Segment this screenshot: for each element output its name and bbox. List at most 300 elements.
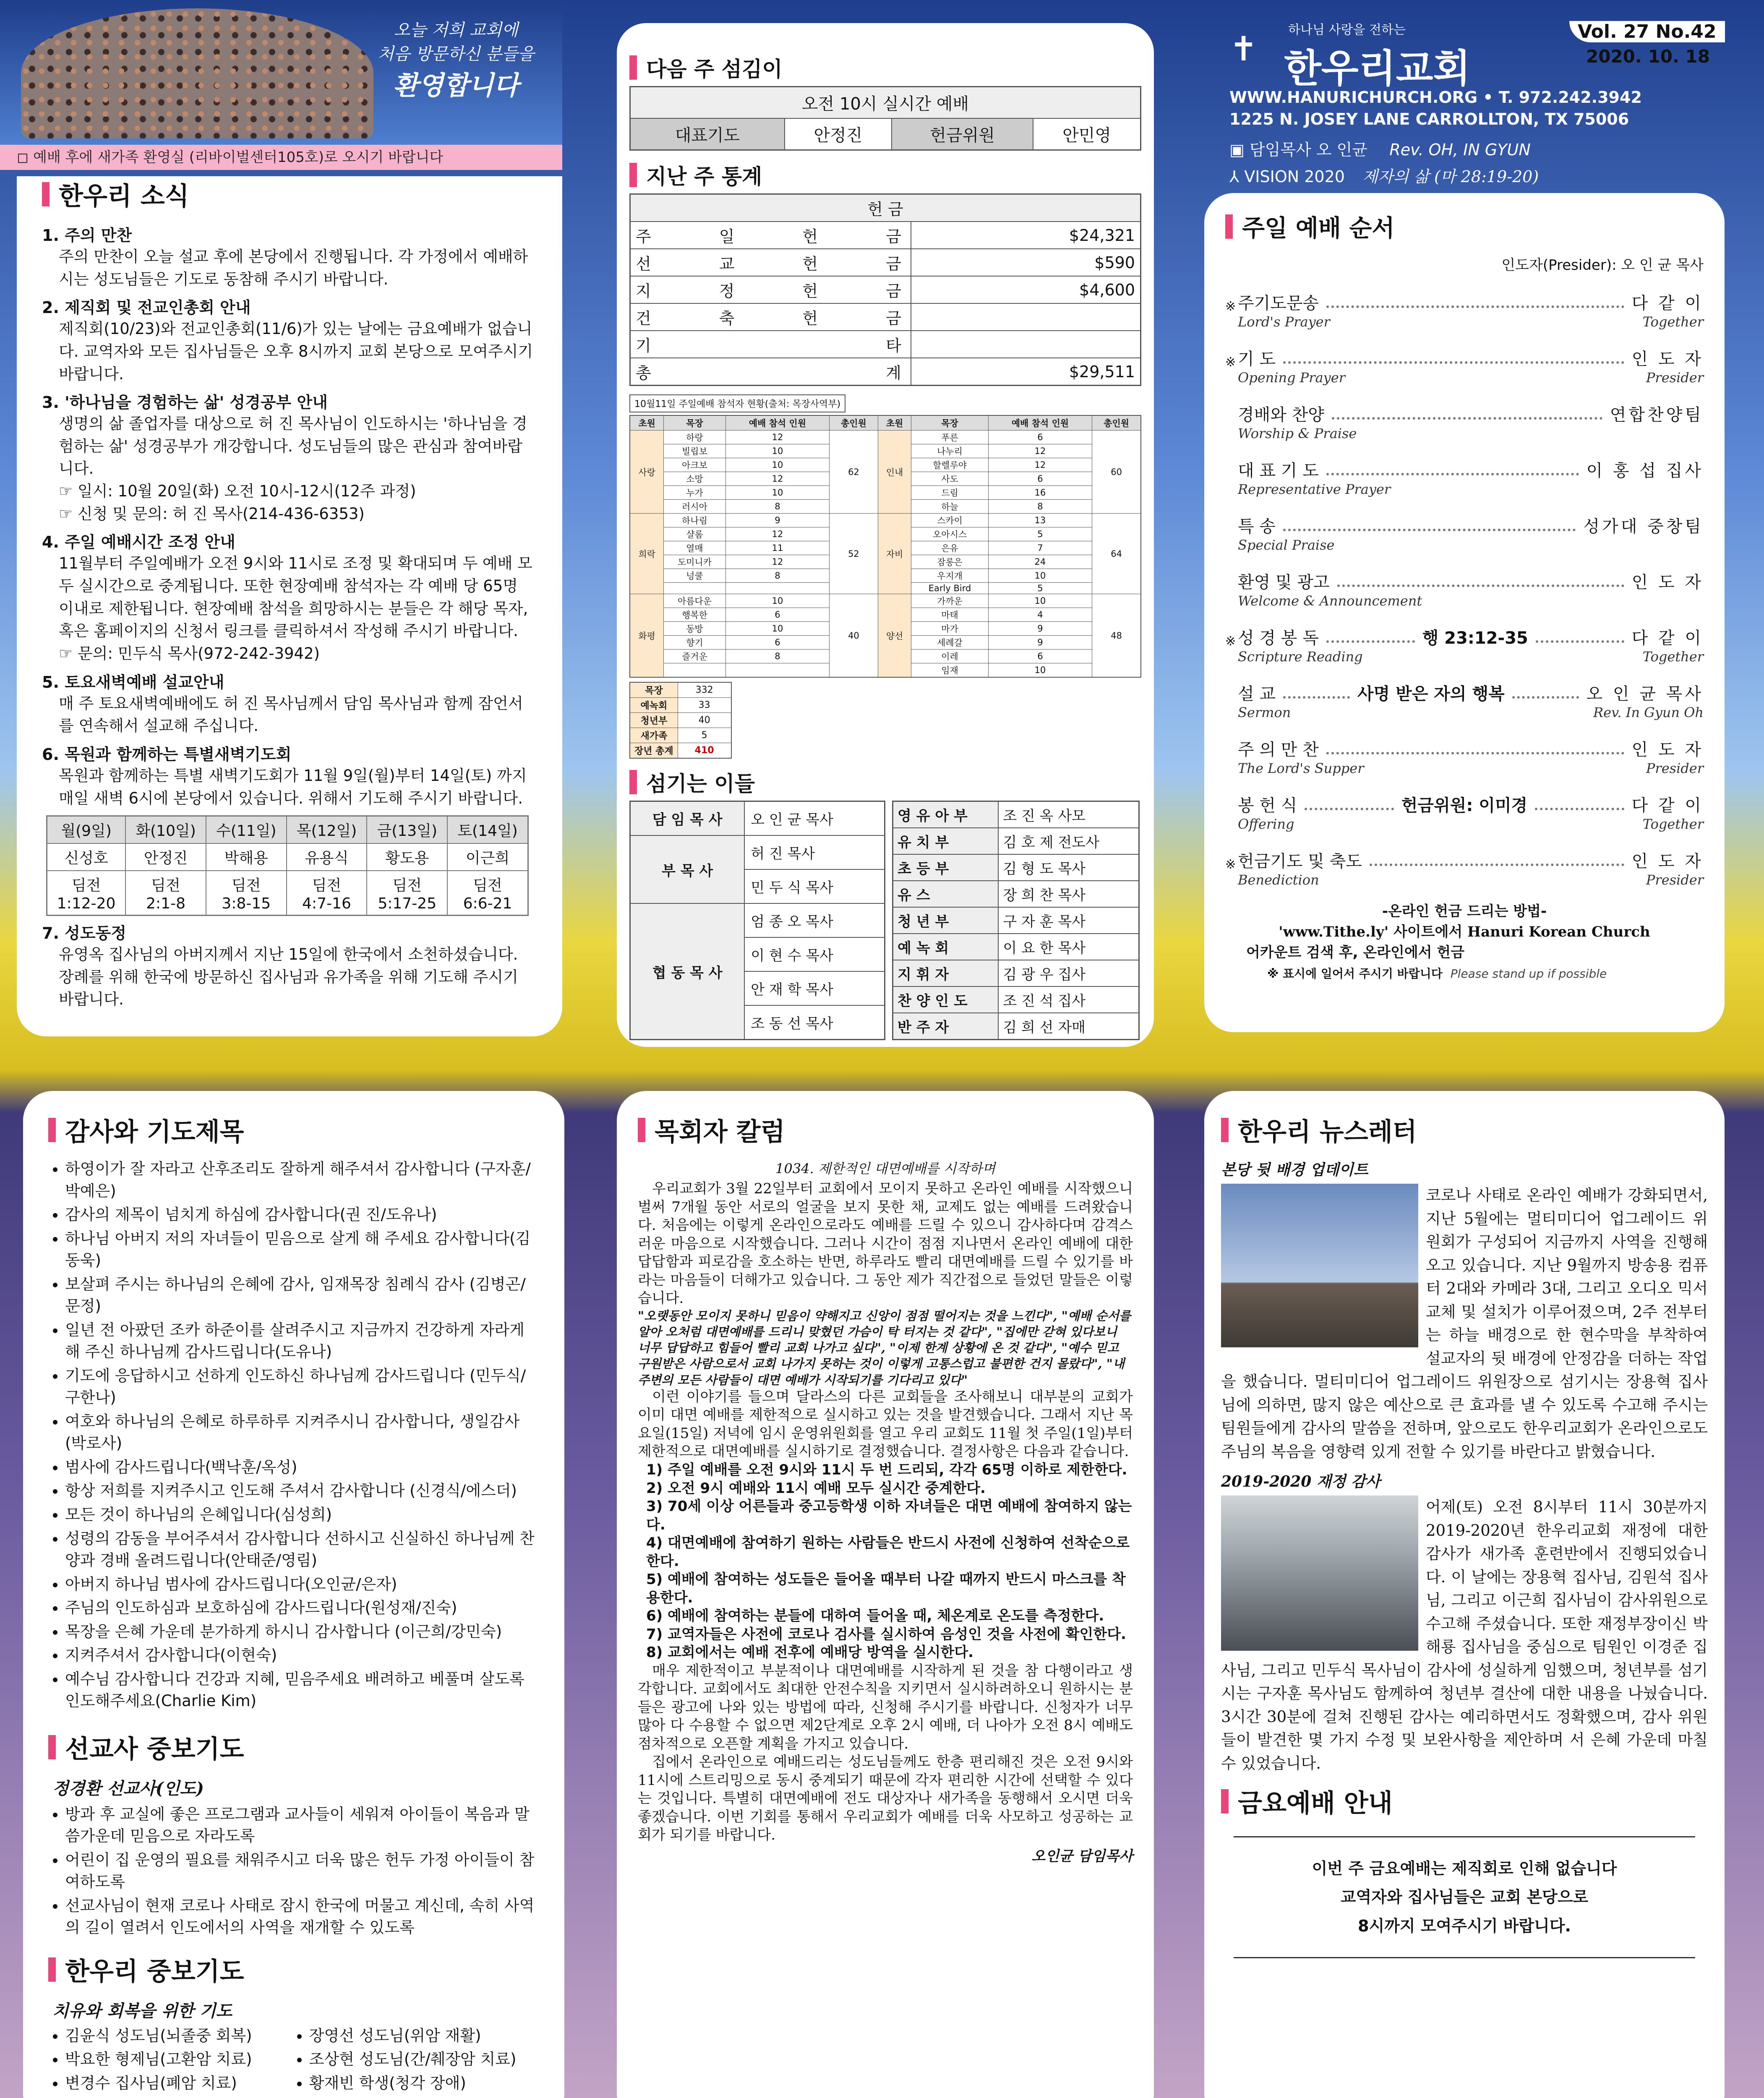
- worship-order-card: [1204, 193, 1725, 1032]
- column-title: 목회자 칼럼: [638, 1112, 1133, 1148]
- servant-name: 이 현 수 목사: [744, 937, 885, 971]
- mokjang-count: 12: [725, 555, 830, 569]
- mokjang-name: 하랑: [664, 431, 725, 444]
- mokjang-name: 즐거운: [664, 650, 725, 663]
- servant-row: [893, 934, 1139, 960]
- list-item: • 아버지 하나님 범사에 감사드립니다(오인균/은자): [65, 1574, 539, 1596]
- vision-icon: ⅄: [1229, 167, 1245, 186]
- welcome-line-2: 처음 방문하신 분들을: [378, 44, 535, 64]
- news-item-body: 생명의 삶 졸업자를 대상으로 허 진 목사님이 인도하시는 '하나님을 경험하는 삶' 성경공부가 개강합니다. 성도님들의 많은 관심과 참여바랍니다.: [59, 415, 527, 478]
- news-item-contact: ☞ 문의: 민두식 목사(972-242-3942): [59, 644, 320, 663]
- list-item: [309, 2096, 539, 2098]
- stand-note-en: Please stand up if possible: [1450, 967, 1607, 981]
- offering-value: $4,600: [911, 276, 1141, 303]
- servants-left-table: [629, 801, 885, 1040]
- prayer-verse: 1:12-20: [57, 895, 116, 913]
- summary-label: 목장: [630, 682, 678, 698]
- order-item-leader: 다 같 이: [1631, 629, 1704, 648]
- list-item: • 범사에 감사드립니다(백낙훈/옥성): [65, 1456, 539, 1479]
- newsletter-text-1: 코로나 사태로 온라인 예배가 강화되면서, 지난 5월에는 멀티미디어 업그레이드 위원회가 구성되어 지금까지 사역을 진행해 오고 있습니다. 지난 9월까지 방송용 컴퓨터 2대와 카메라 3대, 그리고 오디오 믹서 교체 및 설치가 이루어졌으며, 2주 전부터는 하늘 배경으로 한 현수막을 부착하여 설교자의 뒷 배경에 안정감을 더하는 작업을 했습니다. 멀티미디어 업그레이드 위원장으로 섬기시는 장용혁 집사님에 의하면, 많지 않은 예산으로 큰 효과를 낼 수 있도록 수고해 주시는 팀원들에게 감사의 말씀을 전하며, 앞으로도 한우리교회가 온라인으로도 주님의 복음을 영향력 있게 전할 수 있기를 바란다고 밝혔습니다.: [1221, 1186, 1708, 1461]
- order-item-ko: 설 교: [1238, 684, 1276, 704]
- mokjang-name: 오아시스: [911, 527, 988, 541]
- group-total: 60: [1092, 431, 1141, 514]
- servant-name: 장 희 찬 목사: [998, 881, 1139, 907]
- prayer-book: 딤전: [312, 877, 342, 895]
- church-name: 한우리교회: [1284, 46, 1471, 91]
- friday-box: [1234, 1836, 1695, 1958]
- prayer-cell: 수(11일): [206, 816, 287, 844]
- news-item-body: 11월부터 주일예배가 오전 9시와 11시로 조정 및 확대되며 두 예배 모두 실시간으로 중계됩니다. 또한 현장예배 참석자는 각 예배 당 65명 이내로 제한됩니다. 현장예배 참석을 희망하시는 분들은 각 해당 목자, 혹은 홈페이지의 신청서 링크를 클릭하셔서 작성해 주시기 바랍니다.: [59, 554, 532, 640]
- list-item: • 일년 전 아팠던 조카 하준이를 살려주시고 지금까지 건강하게 자라게 해 주신 하나님께 감사드립니다(도유나): [65, 1319, 539, 1363]
- order-item-en: Lord's Prayer: [1238, 314, 1330, 330]
- servant-role: 영 유 아 부: [893, 801, 999, 828]
- mokjang-count: 10: [725, 594, 830, 608]
- mokjang-count: 12: [725, 431, 830, 444]
- mokjang-name: 동방: [664, 622, 725, 636]
- missionary-title: 선교사 중보기도: [48, 1729, 539, 1765]
- news-item-heading: 7. 성도동정: [42, 924, 126, 943]
- offering-row: [630, 276, 1141, 303]
- news-list: [42, 222, 537, 809]
- order-item-detail: 사명 받은 자의 행복: [1357, 684, 1505, 704]
- servant-name: 엄 종 오 목사: [744, 903, 885, 937]
- news-item-body: 유영옥 집사님의 아버지께서 지난 15일에 한국에서 소천하셨습니다. 장례를 위해 한국에 방문하신 집사님과 유가족을 위해 기도해 주시기 바랍니다.: [59, 945, 518, 1009]
- column-signature: 오인균 담임목사: [1031, 1847, 1133, 1865]
- summary-label: 장년 총계: [630, 743, 678, 759]
- order-item-ko: 환영 및 광고: [1238, 573, 1330, 592]
- service-name: 오전 10시 실시간 예배: [630, 87, 1141, 119]
- servant-name: 김 광 우 집사: [998, 960, 1139, 986]
- attendance-title: 10월11일 주일예배 참석자 현황(출처: 목장사역부): [629, 394, 845, 412]
- summary-value: 33: [678, 698, 731, 713]
- stand-marker: ※: [1225, 299, 1236, 314]
- mokjang-name: 이레: [911, 650, 988, 663]
- list-item: • 장영선 성도님(위암 재활): [309, 2025, 539, 2047]
- mokjang-count: 6: [725, 636, 830, 650]
- offering-header: 헌 금: [630, 194, 1141, 222]
- stand-marker: ※: [1225, 355, 1236, 370]
- order-item: [1225, 290, 1704, 330]
- leader-dots: [1283, 696, 1350, 699]
- mokjang-count: 8: [725, 650, 830, 663]
- order-list: [1225, 290, 1704, 888]
- group-total: 52: [830, 514, 878, 594]
- prayer-cell: 이근희: [447, 843, 528, 871]
- news-item-heading: 6. 목원과 함께하는 특별새벽기도회: [42, 745, 292, 764]
- audit-photo: [1221, 1495, 1418, 1651]
- servant-name: 조 동 선 목사: [744, 1005, 885, 1040]
- news-item-heading: 4. 주일 예배시간 조정 안내: [42, 533, 235, 552]
- servant-name: 허 진 목사: [744, 835, 885, 869]
- mokjang-count: 12: [988, 444, 1092, 458]
- group-name: 사랑: [630, 431, 664, 514]
- group-name: 자비: [878, 514, 911, 594]
- order-item-en: Benediction: [1238, 872, 1319, 888]
- leader-dots: [1326, 473, 1579, 475]
- prayer-verse: 5:17-25: [378, 895, 437, 913]
- attendance-header: 초원: [878, 415, 911, 431]
- servant-row: [893, 801, 1139, 828]
- prayer-cell: [206, 871, 287, 916]
- servant-role: 부 목 사: [630, 835, 745, 903]
- column-rule: 2) 오전 9시 예배와 11시 예배 모두 실시간 중계한다.: [646, 1480, 986, 1497]
- column-paragraph-3: 매우 제한적이고 부분적이나 대면예배를 시작하게 된 것을 참 다행이라고 생각합니다. 교회에서도 최대한 안전수칙을 지키면서 실시하려하오니 원하시는 분들은 광고에 나와 있는 방법에 따라, 신청해 주시기를 바랍니다. 신청자가 너무 많아 다 수용할 수 없으면 제2단계로 오후 2시 예배, 더 나아가 오전 8시 예배도 점차적으로 오픈할 계획을 가지고 있습니다.: [638, 1662, 1133, 1752]
- order-item-detail: 행 23:12-35: [1422, 629, 1528, 648]
- servant-name: 구 자 훈 목사: [998, 907, 1139, 934]
- mokjang-name: 하늘: [911, 500, 988, 514]
- order-item-leader: 오 인 균 목사: [1586, 684, 1704, 704]
- offering-label: 기 타: [630, 331, 911, 358]
- mokjang-name: 아크보: [664, 458, 725, 472]
- order-item-leader: 이 홍 섭 집사: [1586, 461, 1704, 480]
- order-item: [1225, 569, 1704, 609]
- list-item: • 예수님 감사합니다 건강과 지혜, 믿음주세요 배려하고 베풀며 살도록 인도해주세요(Charlie Kim): [65, 1668, 539, 1712]
- attendance-table: [629, 415, 1141, 678]
- leader-dots: [1536, 640, 1624, 643]
- offering-value: [911, 331, 1141, 358]
- group-name: 화평: [630, 594, 664, 678]
- offering-label: 건 축 헌 금: [630, 303, 911, 331]
- friday-line-3: 8시까지 모여주시기 바랍니다.: [1358, 1916, 1571, 1935]
- offering-value: $29,511: [911, 358, 1141, 386]
- prayer-cell: 토(14일): [447, 816, 528, 844]
- order-item-leader-en: Together: [1642, 816, 1704, 832]
- church-header: [1217, 13, 1762, 193]
- mokjang-name: [664, 583, 725, 594]
- prayer-book: 딤전: [473, 877, 502, 895]
- order-item: [1225, 736, 1704, 776]
- mokjang-count: 9: [725, 514, 830, 527]
- summary-row: [630, 743, 731, 759]
- column-rule: 3) 70세 이상 어른들과 중고등학생 이하 자녀들은 대면 예배에 참여하지 않는다.: [646, 1498, 1132, 1533]
- mokjang-count: 8: [725, 569, 830, 583]
- mokjang-count: 6: [988, 650, 1092, 663]
- servant-row: [893, 907, 1139, 934]
- mokjang-count: [725, 663, 830, 678]
- news-item-heading: 3. '하나님을 경험하는 삶' 성경공부 안내: [42, 393, 328, 412]
- welcome-note: 예배 후에 새가족 환영실 (리바이벌센터105호)로 오시기 바랍니다: [33, 149, 444, 166]
- list-item: • 조상현 성도님(간/췌장암 치료): [309, 2048, 539, 2071]
- mokjang-count: 6: [988, 431, 1092, 444]
- welcome-line-3: 환영합니다: [393, 70, 519, 101]
- column-paragraph-2: 이런 이야기를 들으며 달라스의 다른 교회들을 조사해보니 대부분의 교회가 이미 대면 예배를 제한적으로 실시하고 있는 것을 발견했습니다. 그래서 지난 목요일(15일) 저녁에 임시 운영위원회를 열고 우리 교회도 11월 첫 주일(1일)부터 제한적으로 대면예배를 실시하기로 결정했습니다. 결정사항은 다음과 같습니다.: [638, 1388, 1133, 1460]
- mokjang-name: 러시아: [664, 500, 725, 514]
- mokjang-name: 누가: [664, 486, 725, 500]
- prayer-cell: 목(12일): [287, 816, 367, 844]
- list-item: • 하영이가 잘 자라고 산후조리도 잘하게 해주셔서 감사합니다 (구자훈/박예은): [65, 1158, 539, 1202]
- order-item: [1225, 346, 1704, 386]
- news-title: 한우리 소식: [42, 176, 537, 212]
- bulletin-date: 2020. 10. 18: [1586, 46, 1710, 67]
- title-bar: [42, 182, 50, 206]
- prayer-cell: [447, 871, 528, 916]
- mokjang-name: 할렐루야: [911, 458, 988, 472]
- order-item-ko: 기 도: [1238, 350, 1276, 369]
- offering-value: $24,321: [911, 222, 1141, 249]
- welcome-note-bar: [0, 145, 562, 170]
- mokjang-name: 샬롬: [664, 527, 725, 541]
- next-week-table: [629, 86, 1141, 151]
- list-item: • 주님의 인도하심과 보호하심에 감사드립니다(원성재/진숙): [65, 1597, 539, 1619]
- mokjang-name: 임재: [911, 663, 988, 678]
- order-item-leader: 연합찬양팀: [1610, 405, 1704, 425]
- prayer-cell: 유용식: [287, 843, 367, 871]
- order-item-ko: 주 의 만 찬: [1238, 740, 1319, 759]
- order-item-leader-en: Together: [1642, 314, 1704, 330]
- leader-dots: [1326, 752, 1624, 754]
- mokjang-count: 8: [725, 500, 830, 514]
- offering-label: 선 교 헌 금: [630, 249, 911, 276]
- mokjang-count: [725, 583, 830, 594]
- order-item-leader-en: Presider: [1646, 872, 1704, 888]
- servant-role: 유 스: [893, 881, 999, 907]
- mokjang-name: 나누리: [911, 444, 988, 458]
- order-item-leader: 인 도 자: [1631, 350, 1704, 369]
- mokjang-count: 8: [988, 500, 1092, 514]
- mokjang-count: 11: [725, 541, 830, 555]
- servant-name: 김 희 선 자매: [998, 1013, 1139, 1040]
- intercession-left-list: [48, 2025, 280, 2098]
- order-item-en: Opening Prayer: [1238, 370, 1345, 386]
- order-item-leader: 인 도 자: [1631, 573, 1704, 592]
- summary-row: [630, 682, 731, 698]
- prayer-cell: 신성호: [47, 843, 126, 871]
- list-item: • 여호와 하나님의 은혜로 하루하루 지켜주시니 감사합니다, 생일감사(박로사): [65, 1411, 539, 1455]
- news-item-body: 매 주 토요새벽예배에도 허 진 목사님께서 담임 목사님과 함께 잠언서를 연속해서 설교해 주십니다.: [59, 694, 523, 735]
- online-offering-title: -온라인 헌금 드리는 방법-: [1382, 903, 1547, 920]
- leader-dots: [1337, 585, 1624, 587]
- order-item-leader: 인 도 자: [1631, 852, 1704, 871]
- servant-row: [630, 801, 885, 836]
- order-item-ko: 성 경 봉 독: [1238, 629, 1319, 648]
- church-address: 1225 N. JOSEY LANE CARROLLTON, TX 75006: [1229, 110, 1629, 128]
- leader-dots: [1535, 808, 1624, 810]
- order-item: [1225, 848, 1704, 888]
- order-item-leader: 다 같 이: [1631, 796, 1704, 815]
- summary-value: 5: [678, 728, 731, 743]
- summary-label: 예녹회: [630, 698, 678, 713]
- summary-row: [630, 728, 731, 743]
- servants-title: 섬기는 이들: [629, 767, 1141, 797]
- prayer-schedule-table: [46, 815, 529, 916]
- stand-marker: ※: [1225, 634, 1236, 649]
- mokjang-count: 6: [725, 608, 830, 622]
- prayer-cell: 화(10일): [125, 816, 206, 844]
- order-item-leader-en: Presider: [1646, 370, 1704, 386]
- servant-name: 이 요 한 목사: [998, 934, 1139, 960]
- mokjang-count: 16: [988, 486, 1092, 500]
- order-item-leader: 인 도 자: [1631, 740, 1704, 759]
- attendance-header: 목장: [911, 415, 988, 431]
- mokjang-name: 빌립보: [664, 444, 725, 458]
- volume-number: Vol. 27 No.42: [1569, 21, 1725, 42]
- welcome-line-1: 오늘 저희 교회에: [394, 21, 518, 40]
- leader-dots: [1326, 305, 1624, 308]
- group-total: 62: [830, 431, 878, 514]
- servant-name: 오 인 균 목사: [744, 801, 885, 836]
- attendance-header: 총인원: [1092, 415, 1141, 431]
- group-total: 64: [1092, 514, 1141, 594]
- group-total: 40: [830, 594, 878, 678]
- worship-order-title: 주일 예배 순서: [1225, 210, 1704, 243]
- news-item-heading: 1. 주의 만찬: [42, 226, 132, 245]
- servant-role: 지 휘 자: [893, 960, 999, 986]
- welcome-banner: [0, 0, 562, 145]
- friday-line-1: 이번 주 금요예배는 제직회로 인해 없습니다: [1312, 1859, 1617, 1878]
- leader-dots: [1512, 696, 1579, 699]
- servant-row: [630, 835, 885, 869]
- mokjang-count: 10: [725, 458, 830, 472]
- servant-name: 조 진 석 집사: [998, 986, 1139, 1013]
- servant-role: 담 임 목 사: [630, 801, 745, 836]
- mokjang-name: 하나림: [664, 514, 725, 527]
- prayer-cell: 박해용: [206, 843, 287, 871]
- intercession-title: 한우리 중보기도: [48, 1952, 539, 1988]
- servants-right-table: [892, 801, 1140, 1040]
- prayer-book: 딤전: [392, 877, 422, 895]
- servant-row: [893, 986, 1139, 1013]
- mokjang-count: 5: [988, 527, 1092, 541]
- offering-value: [911, 303, 1141, 331]
- news-item-body: 제직회(10/23)와 전교인총회(11/6)가 있는 날에는 금요예배가 없습니다. 교역자와 모든 집사님들은 오후 8시까지 교회 본당으로 모여주시기 바랍니다.: [59, 320, 533, 383]
- attendance-header-row: [630, 415, 1141, 431]
- mokjang-count: 10: [988, 569, 1092, 583]
- attendance-header: 초원: [630, 415, 664, 431]
- summary-row: [630, 698, 731, 713]
- order-item: [1225, 402, 1704, 441]
- list-item: • 박요한 형제님(고환암 치료): [65, 2048, 280, 2071]
- servant-name: 김 호 제 전도사: [998, 828, 1139, 854]
- group-name: 인내: [878, 431, 911, 514]
- order-item-en: Sermon: [1238, 705, 1291, 720]
- prayer-book: 딤전: [232, 877, 261, 895]
- list-item: • 선교사님이 현재 코로나 사태로 잠시 한국에 머물고 계신데, 속히 사역의 길이 열려서 인도에서의 사역을 재개할 수 있도록: [65, 1895, 539, 1939]
- missionary-subtitle: 정경환 선교사(인도): [52, 1778, 204, 1798]
- list-item: • 성령의 감동을 부어주셔서 감사합니다 선하시고 신실하신 하나님께 찬양과 경배 올려드립니다(안태준/영림): [65, 1528, 539, 1572]
- mokjang-count: 4: [988, 608, 1092, 622]
- square-bullet-icon: ◻: [17, 149, 34, 166]
- missionary-list: [48, 1803, 539, 1939]
- offering-row: [630, 303, 1141, 331]
- mokjang-count: 13: [988, 514, 1092, 527]
- mokjang-name: 사도: [911, 472, 988, 486]
- prayer-verse: 4:7-16: [302, 895, 351, 913]
- column-subtitle: 1034. 제한적인 대면예배를 시작하며: [775, 1161, 995, 1177]
- list-item: • 하나님 아버지 저의 자녀들이 믿음으로 살게 해 주세요 감사합니다(김동욱): [65, 1228, 539, 1272]
- offering-label: 지 정 헌 금: [630, 276, 911, 303]
- servant-role: 찬 양 인 도: [893, 986, 999, 1013]
- stand-marker: ※: [1225, 857, 1236, 872]
- order-item-en: Representative Prayer: [1238, 481, 1391, 497]
- mokjang-name: 향기: [664, 636, 725, 650]
- group-name: 양선: [878, 594, 911, 678]
- friday-line-2: 교역자와 집사님들은 교회 본당으로: [1340, 1888, 1589, 1907]
- thanks-card: [23, 1091, 564, 2098]
- church-tagline: 하나님 사랑을 전하는: [1288, 23, 1406, 37]
- mokjang-name: 드림: [911, 486, 988, 500]
- offering-row: [630, 249, 1141, 276]
- summary-value: 40: [678, 713, 731, 728]
- order-item: [1225, 681, 1704, 720]
- mokjang-count: 6: [988, 472, 1092, 486]
- servant-name: 김 형 도 목사: [998, 854, 1139, 881]
- stage-photo: [1221, 1184, 1418, 1347]
- attendance-header: 예배 참석 인원: [988, 415, 1092, 431]
- stats-title: 지난 주 통계: [629, 160, 1141, 190]
- prayer-cell: 안정진: [125, 843, 206, 871]
- attendance-header: 예배 참석 인원: [725, 415, 830, 431]
- summary-value: 332: [678, 682, 731, 698]
- offering-label: 총 계: [630, 358, 911, 386]
- newsletter-text-2: 어제(토) 오전 8시부터 11시 30분까지 2019-2020년 한우리교회 재정에 대한 감사가 새가족 훈련반에서 진행되었습니다. 이 날에는 장용혁 집사님, 김원석 집사님, 그리고 이근희 집사님이 감사위원으로 수고해 주셨습니다. 또한 재정부장이신 박해룡 집사님을 중심으로 팀원인 이경준 집사님, 그리고 민두식 목사님이 감사에 성실하게 임했으며, 청년부를 섬기시는 구자훈 목사님도 함께하여 청년부 결산에 대한 내용을 나눴습니다. 3시간 30분에 걸쳐 진행된 감사는 예리하면서도 정확했으며, 감사 위원들이 발견한 몇 가지 수정 및 보완사항을 제안하며 서 은혜 가운데 마칠 수 있었습니다.: [1221, 1498, 1708, 1772]
- list-item: • 목장을 은혜 가운데 분가하게 하시니 감사합니다 (이근희/강민숙): [65, 1621, 539, 1643]
- mokjang-name: 마가: [911, 622, 988, 636]
- online-offering-line-1: 'www.Tithe.ly' 사이트에서 Hanuri Korean Church: [1279, 924, 1650, 940]
- column-paragraph-4: 집에서 온라인으로 예배드리는 성도님들께도 한층 편리해진 것은 오전 9시와 11시에 스트리밍으로 동시 중계되기 때문에 각자 편리한 시간에 선택할 수 있다는 것입니다. 특별히 대면예배에 전도 대상자나 새가족을 동행해서 오시면 더욱 좋겠습니다. 이번 기회를 통해서 우리교회가 예배를 더욱 사모하고 성공하는 교회가 되기를 바랍니다.: [638, 1754, 1133, 1844]
- servant-role: 반 주 자: [893, 1013, 999, 1040]
- mokjang-name: 스카이: [911, 514, 988, 527]
- news-item-contact: ☞ 신청 및 문의: 허 진 목사(214-436-6353): [59, 504, 365, 523]
- prayer-cell: [47, 871, 126, 916]
- order-item-leader-en: Rev. In Gyun Oh: [1593, 705, 1704, 720]
- mokjang-count: 24: [988, 555, 1092, 569]
- newsletter-title: 한우리 뉴스레터: [1221, 1112, 1708, 1148]
- attendance-row: [630, 594, 1141, 608]
- leader-dots: [1326, 640, 1415, 643]
- order-item: [1225, 513, 1704, 553]
- offering-table: [629, 193, 1141, 386]
- order-item-ko: 주기도문송: [1238, 294, 1319, 313]
- servant-row: [893, 960, 1139, 986]
- prayer-verse: 6:6-21: [463, 895, 512, 913]
- mokjang-count: 12: [725, 472, 830, 486]
- next-week-title: 다음 주 섬김이: [629, 52, 1141, 83]
- servant-role: 협 동 목 사: [630, 903, 745, 1040]
- newsletter-sub-2: 2019-2020 재정 감사: [1221, 1473, 1380, 1490]
- order-item-ko: 경배와 찬양: [1238, 405, 1324, 425]
- intercession-right-list: [292, 2025, 539, 2098]
- mokjang-name: 마태: [911, 608, 988, 622]
- leader-dots: [1283, 529, 1576, 531]
- mokjang-name: 아름다운: [664, 594, 725, 608]
- mokjang-name: 세례갈: [911, 636, 988, 650]
- news-item-body: 주의 만찬이 오늘 설교 후에 본당에서 진행됩니다. 각 가정에서 예배하시는 성도님들은 기도로 동참해 주시기 바랍니다.: [59, 248, 528, 288]
- mokjang-name: 열매: [664, 541, 725, 555]
- mokjang-count: 12: [725, 527, 830, 541]
- list-item: • 변경수 집사님(폐암 치료): [65, 2072, 280, 2095]
- prayer-cell: [367, 871, 447, 916]
- summary-label: 청년부: [630, 713, 678, 728]
- order-item-en: Offering: [1238, 816, 1294, 832]
- news-item-heading: 5. 토요새벽예배 설교안내: [42, 673, 224, 692]
- column-paragraph-1: 우리교회가 3월 22일부터 교회에서 모이지 못하고 온라인 예배를 시작했으니 벌써 7개월 동안 서로의 얼굴을 보지 못한 채, 교제도 없는 예배를 드려왔습니다. 처음에는 이렇게 온라인으로라도 예배를 드릴 수 있으니 감사하다며 감격스러운 마음으로 시작했습니다. 그러나 시간이 점점 지나면서 온라인 예배에 대한 답답함과 피로감을 호소하는 반면, 하루라도 빨리 대면예배를 드릴 수 있기를 바라는 마음들이 더해가고 있습니다. 그 동안 제가 직간접으로 들었던 말들은 이렇습니다.: [638, 1180, 1133, 1307]
- prayer-cell: 월(9일): [47, 816, 126, 844]
- column-rule: 4) 대면예배에 참여하기 원하는 사람들은 반드시 사전에 신청하여 선착순으로 한다.: [646, 1534, 1130, 1570]
- servant-role: 예 녹 회: [893, 934, 999, 960]
- news-card: [17, 176, 562, 1036]
- mokjang-count: 10: [725, 444, 830, 458]
- order-item-leader-en: Together: [1642, 649, 1704, 665]
- leader-dots: [1283, 361, 1624, 364]
- attendance-header: 총인원: [830, 415, 878, 431]
- order-item-leader-en: Presider: [1646, 760, 1704, 776]
- order-item-en: The Lord's Supper: [1238, 760, 1364, 776]
- column-quote: "오랫동안 모이지 못하니 믿음이 약해지고 신앙이 점점 떨어지는 것을 느낀다", "예배 순서를 알아 오처럼 대면예배를 드리니 맞혔던 가슴이 탁 터지는 것 같다", "집에만 갇혀 있다보니 너무 답답하고 힘들어 빨리 교회 나가고 싶다", "이제 한계 상황에 온 것 같다", "예수 믿고 구원받은 사람으로서 교회 나가지 못하는 것이 이렇게 고통스럽고 불편한 건지 몰랐다", "내 주변의 모든 사람들이 대면 예배가 시작되기를 기다리고 있다": [638, 1308, 1131, 1387]
- list-item: • 어린이 집 운영의 필요를 채워주시고 더욱 많은 헌두 가정 아이들이 참여하도록: [65, 1849, 539, 1893]
- mokjang-name: Early Bird: [911, 583, 988, 594]
- servant-row: [630, 903, 885, 937]
- prayer-verse: 2:1-8: [146, 895, 185, 913]
